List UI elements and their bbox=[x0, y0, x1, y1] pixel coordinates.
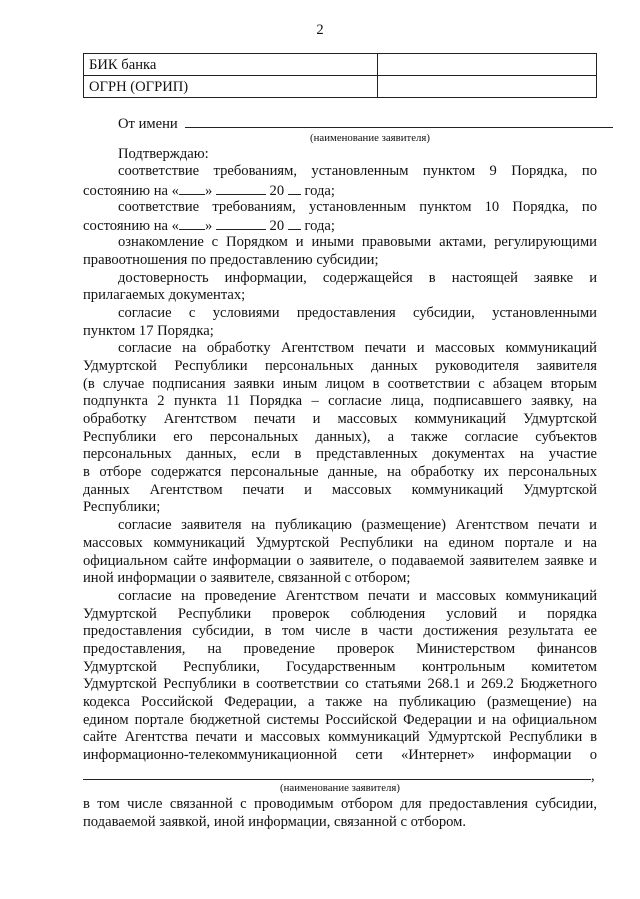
item5-line: пунктом 17 Порядка; bbox=[83, 322, 214, 339]
item3-line: ознакомление с Порядком и иными правовыми актами, регулирующими bbox=[118, 234, 597, 251]
item8-line: информационно-телекоммуникационной сети «Интернет» информации о bbox=[83, 747, 597, 764]
item6-line: данных Агентством печати и массовых коммуникаций Удмуртской bbox=[83, 481, 597, 498]
month-blank bbox=[216, 216, 266, 230]
item6-line: персональных данных, если в представленных документах на участие bbox=[83, 446, 597, 463]
bottom-caption: (наименование заявителя) bbox=[280, 782, 400, 795]
item8-line: предоставления субсидии, в том числе в части достижения результата ее bbox=[83, 623, 597, 640]
item6-line: в отборе содержатся персональные данные, на обработку их персональных bbox=[83, 464, 597, 481]
item6-line: (в случае подписания заявки иным лицом в соответствии с абзацем вторым bbox=[83, 375, 597, 392]
item7-line: согласие заявителя на публикацию (размещение) Агентством печати и bbox=[118, 517, 597, 534]
bank-details-table bbox=[83, 53, 597, 98]
item8-line: едином портале бюджетной системы Российской Федерации и на официальном bbox=[83, 711, 597, 728]
bik-value bbox=[378, 54, 597, 76]
ogrn-value bbox=[378, 76, 597, 98]
bik-label: БИК банка bbox=[84, 54, 378, 76]
table-row bbox=[84, 54, 597, 76]
item1-line2: состоянию на « » 20 года; bbox=[83, 183, 335, 200]
document-body bbox=[83, 114, 597, 832]
table-row bbox=[84, 76, 597, 98]
day-blank bbox=[179, 216, 205, 230]
item8-line: предоставления, на проведение проверок Министерством финансов bbox=[83, 640, 597, 657]
item7-line: иной информации о заявителе, связанной с отбором; bbox=[83, 570, 411, 587]
item2-line2: состоянию на « » 20 года; bbox=[83, 218, 335, 235]
year-blank bbox=[288, 216, 301, 230]
applicant-name-blank bbox=[83, 765, 591, 780]
item8-line: Удмуртской Республики в соответствии со статьями 268.1 и 269.2 Бюджетного bbox=[83, 676, 597, 693]
month-blank bbox=[216, 181, 266, 195]
item6-line: Республики; bbox=[83, 499, 161, 516]
item7-line: официальном сайте информации о заявителе, о подаваемой заявителем заявке и bbox=[83, 552, 597, 569]
item5-line: согласие с условиями предоставления субсидии, установленными bbox=[118, 304, 597, 321]
item8-line: Удмуртской Республики, Государственным контрольным комитетом bbox=[83, 658, 597, 675]
applicant-fill-line: , bbox=[83, 765, 597, 783]
confirm-heading: Подтверждаю: bbox=[118, 145, 209, 162]
item4-line: прилагаемых документах; bbox=[83, 287, 246, 304]
page-number: 2 bbox=[316, 22, 324, 38]
item1-line1: соответствие требованиям, установленным пунктом 9 Порядка, по bbox=[118, 163, 597, 180]
item6-line: Удмуртской Республики персональных данных руководителя заявителя bbox=[83, 357, 597, 374]
item2-line1: соответствие требованиям, установленным пунктом 10 Порядка, по bbox=[118, 198, 597, 215]
item6-line: Республики его персональных данных), а также согласие субъектов bbox=[83, 428, 597, 445]
item8-line: согласие на проведение Агентством печати и массовых коммуникаций bbox=[118, 587, 597, 604]
from-name-label: От имени bbox=[118, 116, 178, 132]
item4-line: достоверность информации, содержащейся в настоящей заявке и bbox=[118, 269, 597, 286]
ogrn-label: ОГРН (ОГРИП) bbox=[84, 76, 378, 98]
from-name-caption: (наименование заявителя) bbox=[310, 131, 430, 144]
closing-line: подаваемой заявкой, иной информации, связанной с отбором. bbox=[83, 814, 467, 831]
item6-line: обработку Агентством печати и массовых коммуникаций Удмуртской bbox=[83, 411, 597, 427]
item3-line: правоотношения по предоставлению субсидии; bbox=[83, 251, 379, 268]
item8-line: кодекса Российской Федерации, а также на публикацию (размещение) на bbox=[83, 694, 597, 710]
closing-line: в том числе связанной с проводимым отбором для предоставления субсидии, bbox=[83, 796, 597, 813]
item6-line: подпункта 2 пункта 11 Порядка – согласие лица, подписавшего заявку, на bbox=[83, 393, 597, 410]
year-blank bbox=[288, 181, 301, 195]
item8-line: Удмуртской Республики проверок соблюдения условий и порядка bbox=[83, 605, 597, 622]
item6-line: согласие на обработку Агентством печати и массовых коммуникаций bbox=[118, 340, 597, 357]
item7-line: массовых коммуникаций Удмуртской Республики на едином портале и на bbox=[83, 534, 597, 551]
from-name-line bbox=[83, 114, 597, 132]
applicant-name-blank bbox=[185, 114, 613, 128]
day-blank bbox=[179, 181, 205, 195]
item8-line: сайте Агентства печати и массовых коммуникаций Удмуртской Республики в bbox=[83, 729, 597, 746]
